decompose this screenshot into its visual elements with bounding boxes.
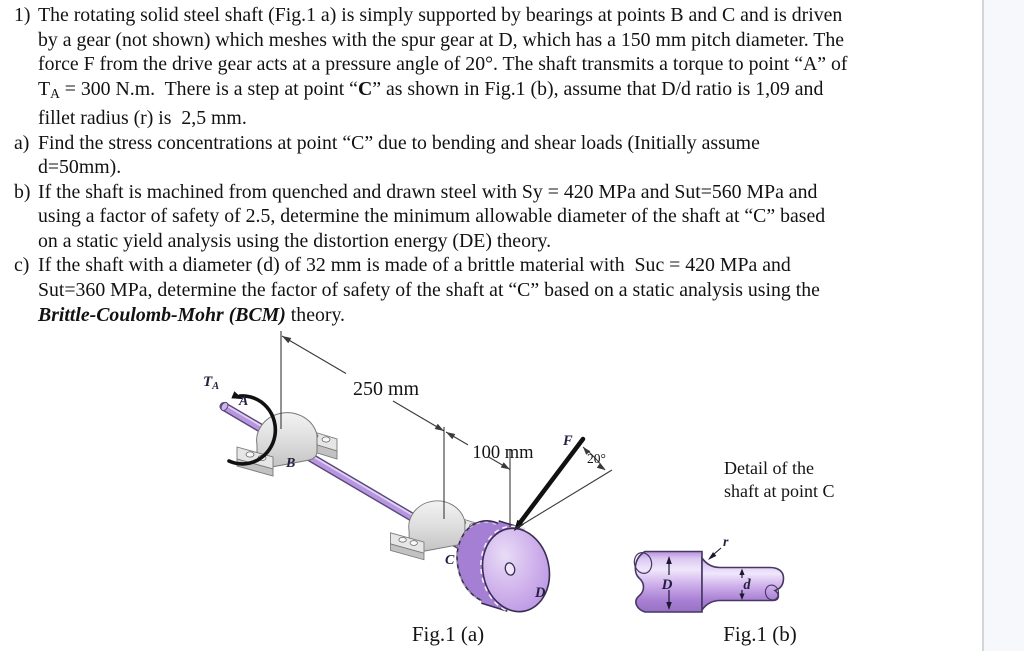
line-text: fillet radius (r) is 2,5 mm. (38, 107, 247, 130)
figure-b (632, 458, 834, 646)
line-text: If the shaft is machined from quenched and drawn steel with Sy = 420 MPa and Sut=560 MPa and (38, 180, 818, 203)
figure-a (203, 331, 612, 646)
figure-b-caption: Fig.1 (b) (723, 622, 797, 646)
label-small-diameter: d (743, 577, 751, 593)
line-text: Brittle-Coulomb-Mohr (BCM) theory. (38, 303, 345, 326)
fillet-radius-annotation (708, 535, 729, 560)
item-number: 1) (14, 4, 31, 26)
label-big-diameter: D (661, 577, 673, 593)
dimension-250 (282, 336, 444, 431)
label-point-b: B (286, 456, 296, 471)
label-point-a: A (239, 394, 249, 409)
line-text: by a gear (not shown) which meshes with the spur gear at D, which has a 150 mm pitch diameter. The (38, 28, 845, 51)
item-label: b) (14, 180, 31, 203)
spur-gear (450, 515, 557, 618)
dim-250-label: 250 mm (352, 378, 420, 400)
line-text: If the shaft with a diameter (d) of 32 mm is made of a brittle material with Suc = 420 MPa and (38, 254, 791, 277)
bcm-theory-emphasis: Brittle-Coulomb-Mohr (BCM) (38, 303, 286, 326)
line-text: TA = 300 N.m. There is a step at point “C” as shown in Fig.1 (b), assume that D/d ratio is 1,09 and (38, 77, 824, 101)
label-force-f: F (563, 433, 573, 449)
angle-label: 20° (587, 451, 606, 466)
label-point-d: D (535, 585, 546, 601)
detail-title-line1: Detail of the (724, 458, 814, 478)
line-text: The rotating solid steel shaft (Fig.1 a) is simply supported by bearings at points B and C and is driven (38, 4, 843, 26)
line-text: using a factor of safety of 2.5, determine the minimum allowable diameter of the shaft at “C” based (38, 205, 826, 228)
dim-100-label: 100 mm (472, 443, 534, 463)
label-point-c: C (445, 553, 455, 568)
page-margin-gutter (982, 0, 1024, 651)
figure-a-caption: Fig.1 (a) (411, 622, 485, 646)
dimension-100 (446, 432, 534, 470)
stepped-shaft-detail (632, 535, 783, 612)
line-text: on a static yield analysis using the distortion energy (DE) theory. (38, 229, 552, 252)
item-label: a) (14, 131, 30, 154)
detail-title-line2: shaft at point C (724, 481, 835, 501)
line-text: Sut=360 MPa, determine the factor of safety of the shaft at “C” based on a static analysis using the (38, 279, 820, 302)
label-torque: $T_A$ (203, 374, 220, 392)
line-text: Find the stress concentrations at point “C” due to bending and shear loads (Initially assume (38, 131, 760, 154)
label-fillet-r: r (723, 535, 729, 550)
line-text: force F from the drive gear acts at a pressure angle of 20°. The shaft transmits a torque to point “A” of (38, 53, 848, 76)
line-text: d=50mm). (38, 156, 122, 179)
item-label: c) (14, 254, 30, 277)
torque-subscript: A (50, 85, 60, 101)
